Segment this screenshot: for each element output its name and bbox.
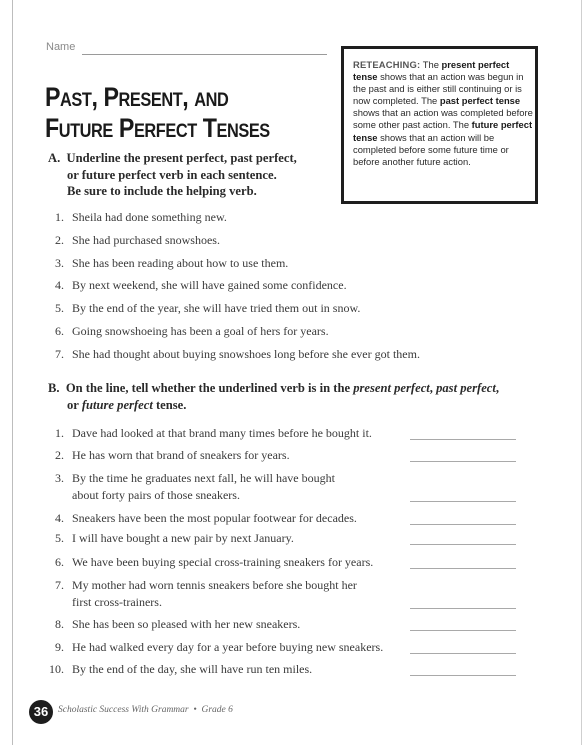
reteaching-text: The bbox=[420, 59, 442, 70]
item-number: 7. bbox=[55, 347, 64, 361]
title-line-2: Future Perfect Tenses bbox=[45, 113, 270, 143]
section-b-line-2: tense. bbox=[152, 397, 187, 412]
section-b-line-1: , bbox=[429, 381, 437, 395]
item-number: 2. bbox=[55, 233, 64, 247]
item-sentence: He has worn that brand of sneakers for years. bbox=[72, 448, 290, 462]
item-number: 6. bbox=[55, 555, 64, 569]
reteaching-text: shows that an action was begun in the past and is either still continuing or is now completed. The bbox=[353, 71, 524, 107]
page-title bbox=[45, 82, 270, 144]
answer-line[interactable] bbox=[410, 675, 516, 676]
section-b-instructions bbox=[48, 380, 558, 413]
reteaching-text: shows that an action was completed before some other past action. The bbox=[353, 107, 533, 131]
term-present-perfect: present perfect tense bbox=[353, 59, 510, 83]
item-sentence: By the end of the year, she will have tried them out in snow. bbox=[72, 301, 361, 315]
item-sentence: Sneakers have been the most popular footwear for decades. bbox=[72, 511, 357, 525]
grade-label: Grade 6 bbox=[201, 705, 233, 715]
reteaching-text: shows that an action will be completed before some future time or before another future action. bbox=[353, 131, 509, 167]
answer-line[interactable] bbox=[410, 461, 516, 462]
item-sentence: We have been buying special cross-training sneakers for years. bbox=[72, 555, 374, 569]
item-number: 9. bbox=[55, 640, 64, 654]
term-past-perfect: past perfect bbox=[436, 381, 496, 395]
item-sentence-continued: about forty pairs of those sneakers. bbox=[72, 488, 240, 502]
item-sentence: She had purchased snowshoes. bbox=[72, 233, 220, 247]
name-label: Name bbox=[46, 41, 76, 53]
item-sentence: My mother had worn tennis sneakers before she bought her bbox=[72, 578, 357, 592]
answer-line[interactable] bbox=[410, 501, 516, 502]
term-future-perfect: future perfect tense bbox=[353, 119, 533, 143]
answer-line[interactable] bbox=[410, 439, 516, 440]
item-number: 2. bbox=[55, 448, 64, 462]
section-b-line-1: On the line, tell whether the underlined verb is in the bbox=[65, 381, 354, 395]
section-a-line-3: Be sure to include the helping verb. bbox=[67, 184, 257, 198]
answer-line[interactable] bbox=[410, 544, 516, 545]
item-number: 8. bbox=[55, 617, 64, 631]
term-present-perfect: present perfect bbox=[353, 381, 430, 395]
item-number: 7. bbox=[55, 578, 64, 592]
item-sentence-continued: first cross-trainers. bbox=[72, 595, 162, 609]
answer-line[interactable] bbox=[410, 630, 516, 631]
item-sentence: By the time he graduates next fall, he will have bought bbox=[72, 471, 335, 485]
item-number: 1. bbox=[55, 426, 64, 440]
section-b-letter: B. bbox=[48, 381, 60, 395]
item-sentence: Dave had looked at that brand many times before he bought it. bbox=[72, 426, 372, 440]
answer-line[interactable] bbox=[410, 524, 516, 525]
answer-line[interactable] bbox=[410, 568, 516, 569]
item-number: 5. bbox=[55, 531, 64, 545]
term-past-perfect: past perfect tense bbox=[439, 95, 521, 107]
item-number: 3. bbox=[55, 471, 64, 485]
item-sentence: By next weekend, she will have gained some confidence. bbox=[72, 278, 347, 292]
reteaching-box bbox=[341, 46, 538, 204]
item-sentence: She has been so pleased with her new sneakers. bbox=[72, 617, 301, 631]
footer-credit bbox=[58, 705, 233, 715]
section-b-line-1: , bbox=[495, 381, 500, 395]
term-future-perfect: future perfect bbox=[81, 397, 153, 412]
item-number: 10. bbox=[49, 662, 64, 676]
title-line-1: Past, Present, and bbox=[45, 82, 229, 112]
page-border-left bbox=[12, 0, 13, 745]
item-sentence: Sheila had done something new. bbox=[72, 210, 227, 224]
item-number: 4. bbox=[55, 511, 64, 525]
reteaching-heading: RETEACHING: bbox=[353, 59, 421, 70]
item-number: 1. bbox=[55, 210, 64, 224]
item-number: 5. bbox=[55, 301, 64, 315]
item-sentence: She had thought about buying snowshoes long before she ever got them. bbox=[72, 347, 420, 361]
page-number-badge: 36 bbox=[29, 700, 53, 724]
section-a-line-1: Underline the present perfect, past perfect, bbox=[66, 151, 297, 165]
answer-line[interactable] bbox=[410, 653, 516, 654]
name-line bbox=[82, 54, 327, 55]
answer-line[interactable] bbox=[410, 608, 516, 609]
item-number: 6. bbox=[55, 324, 64, 338]
page-border-right bbox=[581, 0, 582, 745]
item-number: 4. bbox=[55, 278, 64, 292]
section-a-line-2: or future perfect verb in each sentence. bbox=[67, 167, 277, 182]
book-title: Scholastic Success With Grammar bbox=[58, 705, 189, 715]
item-sentence: She has been reading about how to use them. bbox=[72, 256, 289, 270]
section-b-line-2: or bbox=[67, 397, 82, 412]
section-a-letter: A. bbox=[48, 151, 61, 165]
item-sentence: He had walked every day for a year before buying new sneakers. bbox=[72, 640, 384, 654]
item-sentence: Going snowshoeing has been a goal of hers for years. bbox=[72, 324, 329, 338]
item-number: 3. bbox=[55, 256, 64, 270]
item-sentence: I will have bought a new pair by next January. bbox=[72, 531, 294, 545]
section-a-instructions bbox=[48, 150, 318, 200]
item-sentence: By the end of the day, she will have run ten miles. bbox=[72, 662, 313, 676]
footer-bullet: • bbox=[193, 705, 197, 715]
